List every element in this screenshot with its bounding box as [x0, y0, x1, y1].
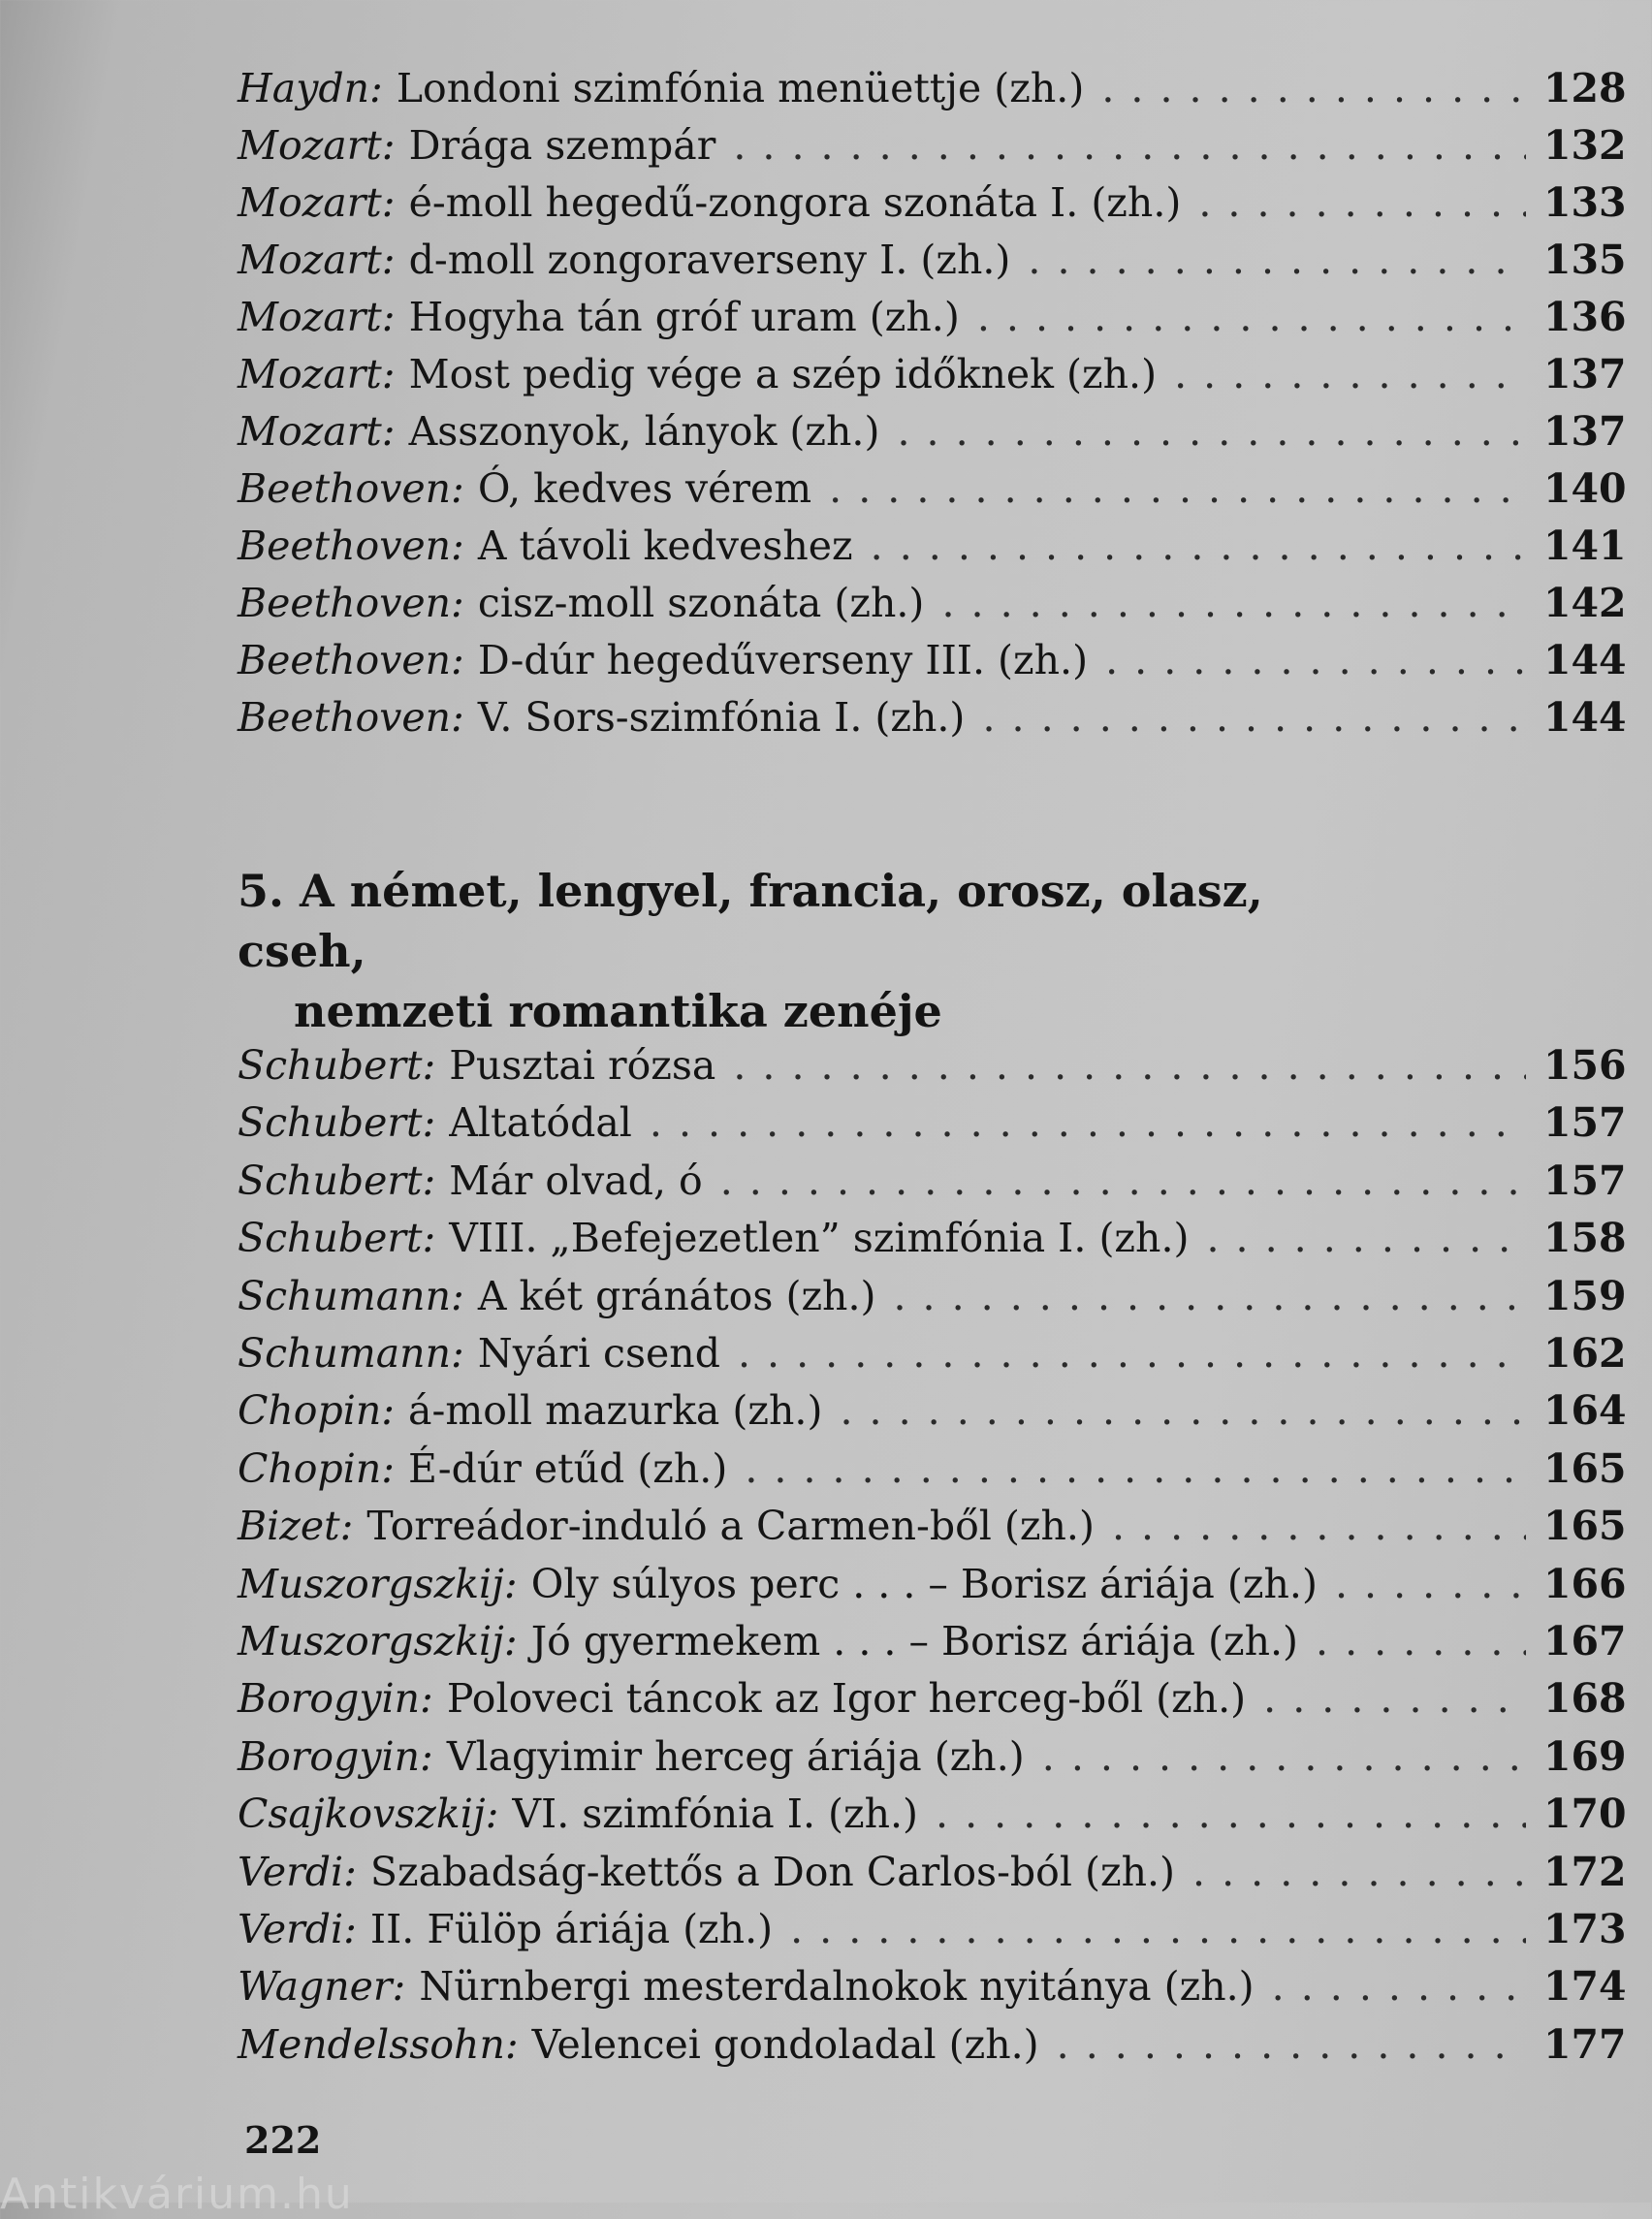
toc-entry-title: é-moll hegedű-zongora szonáta I. (zh.)	[408, 179, 1182, 226]
toc-entry-title: Vlagyimir herceg áriája (zh.)	[446, 1732, 1025, 1780]
toc-entry	[238, 1382, 1627, 1439]
dot-leader	[1263, 1670, 1526, 1727]
toc-entry	[238, 1728, 1627, 1785]
toc-entry-composer: Mozart:	[238, 351, 396, 397]
toc-entry-composer: Schubert:	[238, 1099, 436, 1147]
toc-entry-composer: Schumann:	[238, 1330, 464, 1377]
toc-entry	[238, 1094, 1627, 1151]
dot-leader	[720, 1153, 1526, 1209]
toc-entry-composer: Schumann:	[238, 1272, 464, 1319]
dot-leader	[1335, 1556, 1526, 1612]
toc-entry-title: D-dúr hegedűverseny III. (zh.)	[477, 637, 1089, 683]
dot-leader	[1192, 1844, 1526, 1900]
toc-entry-page: 159	[1543, 1272, 1627, 1319]
dot-leader	[893, 1268, 1526, 1324]
toc-entry	[238, 1670, 1627, 1727]
dot-leader	[871, 518, 1526, 574]
toc-entry	[238, 174, 1627, 231]
section-heading-line2: nemzeti romantika zenéje	[294, 985, 942, 1037]
dot-leader	[1206, 1210, 1526, 1266]
toc-entry-title: Velencei gondoladal (zh.)	[531, 2020, 1039, 2068]
toc-entry-title: Jó gyermekem . . . – Borisz áriája (zh.)	[530, 1618, 1299, 1664]
toc-entry	[238, 460, 1627, 517]
toc-entry-composer: Mozart:	[238, 294, 396, 340]
toc-entry	[238, 232, 1627, 288]
toc-entry-page: 174	[1543, 1963, 1627, 2011]
toc-entry	[238, 575, 1627, 631]
toc-entry	[238, 632, 1627, 688]
toc-entry-title: Oly súlyos perc . . . – Borisz áriája (zh.)	[530, 1560, 1318, 1607]
dot-leader	[745, 1441, 1526, 1497]
toc-entry-page: 177	[1543, 2020, 1627, 2068]
toc-entry-title: á-moll mazurka (zh.)	[408, 1387, 823, 1435]
toc-entry-composer: Muszorgszkij:	[238, 1560, 518, 1607]
dot-leader	[738, 1325, 1526, 1381]
dot-leader	[1042, 1728, 1526, 1785]
toc-entry	[238, 1441, 1627, 1497]
toc-entry-title: Poloveci táncok az Igor herceg-ből (zh.)	[446, 1675, 1247, 1723]
toc-entry-composer: Beethoven:	[238, 580, 464, 626]
toc-entry-composer: Mozart:	[238, 237, 396, 283]
toc-entry-title: Londoni szimfónia menüettje (zh.)	[396, 65, 1085, 111]
toc-entry-page: 157	[1543, 1157, 1627, 1204]
toc-entry-composer: Muszorgszkij:	[238, 1618, 518, 1664]
toc-entry	[238, 346, 1627, 402]
toc-entry-page: 132	[1543, 122, 1627, 169]
dot-leader	[982, 689, 1526, 745]
toc-entry-page: 141	[1543, 523, 1627, 569]
toc-entry-title: Nyári csend	[477, 1330, 720, 1377]
toc-entry	[238, 1268, 1627, 1324]
dot-leader	[897, 403, 1526, 460]
toc-entry-page: 140	[1543, 465, 1627, 512]
toc-entry-title: Szabadság-kettős a Don Carlos-ból (zh.)	[369, 1848, 1176, 1895]
dot-leader	[1101, 60, 1526, 116]
toc-entry-page: 168	[1543, 1675, 1627, 1723]
toc-entry-title: V. Sors-szimfónia I. (zh.)	[477, 694, 966, 741]
toc-entry-page: 170	[1543, 1791, 1627, 1838]
toc-entry-title: d-moll zongoraverseny I. (zh.)	[408, 237, 1011, 283]
toc-entry	[238, 1844, 1627, 1900]
toc-entry-title: cisz-moll szonáta (zh.)	[477, 580, 925, 626]
toc-entry-composer: Borogyin:	[238, 1732, 433, 1780]
toc-entry	[238, 1613, 1627, 1669]
toc-entry-page: 137	[1543, 351, 1627, 397]
toc-entry-page: 169	[1543, 1732, 1627, 1780]
toc-entry-page: 162	[1543, 1330, 1627, 1377]
dot-leader	[1105, 632, 1526, 688]
toc-entry	[238, 1556, 1627, 1612]
toc-entry	[238, 518, 1627, 574]
toc-entry-composer: Beethoven:	[238, 637, 464, 683]
section-heading-line1: 5. A német, lengyel, francia, orosz, olasz, cseh,	[238, 865, 1263, 977]
toc-entry	[238, 1901, 1627, 1957]
dot-leader	[840, 1382, 1526, 1439]
toc-entry-composer: Haydn:	[238, 65, 383, 111]
toc-entry	[238, 1325, 1627, 1381]
toc-entry-composer: Beethoven:	[238, 523, 464, 569]
toc-entry	[238, 1498, 1627, 1554]
toc-entry-page: 173	[1543, 1906, 1627, 1952]
toc-entry-page: 156	[1543, 1042, 1627, 1089]
toc-entry-title: A két gránátos (zh.)	[477, 1272, 876, 1319]
toc-entry-title: Most pedig vége a szép időknek (zh.)	[408, 351, 1158, 397]
toc-entry	[238, 1210, 1627, 1266]
dot-leader	[941, 575, 1526, 631]
toc-entry-page: 158	[1543, 1215, 1627, 1262]
toc-entry	[238, 1153, 1627, 1209]
toc-entry-title: VI. szimfónia I. (zh.)	[512, 1791, 919, 1838]
toc-entry-title: Drága szempár	[408, 122, 716, 169]
toc-entry	[238, 1037, 1627, 1094]
toc-entry-title: Torreádor-induló a Carmen-ből (zh.)	[366, 1503, 1095, 1550]
toc-entry-composer: Mozart:	[238, 122, 396, 169]
watermark: Antikvárium.hu	[0, 2170, 354, 2219]
toc-entry	[238, 689, 1627, 745]
dot-leader	[829, 460, 1526, 517]
toc-entry-page: 164	[1543, 1387, 1627, 1435]
toc-entry-page: 142	[1543, 580, 1627, 626]
dot-leader	[1057, 2016, 1526, 2073]
toc-entry-page: 167	[1543, 1618, 1627, 1664]
toc-entry	[238, 289, 1627, 345]
toc-entry-title: Nürnbergi mesterdalnokok nyitánya (zh.)	[419, 1963, 1255, 2011]
toc-entry-page: 137	[1543, 408, 1627, 455]
toc-entry-composer: Beethoven:	[238, 694, 464, 741]
toc-entry-title: Ó, kedves vérem	[477, 465, 812, 512]
toc-entry-composer: Mozart:	[238, 408, 396, 455]
toc-entry-composer: Bizet:	[238, 1503, 354, 1550]
toc-entry-composer: Beethoven:	[238, 465, 464, 512]
toc-entry-page: 128	[1543, 65, 1627, 111]
dot-leader	[1112, 1498, 1526, 1554]
section-heading	[238, 861, 1401, 1041]
toc-entry-composer: Borogyin:	[238, 1675, 433, 1723]
toc-entry-page: 144	[1543, 694, 1627, 741]
toc-entry	[238, 1958, 1627, 2014]
dot-leader	[650, 1094, 1526, 1151]
toc-entry	[238, 403, 1627, 460]
dot-leader	[1272, 1958, 1526, 2014]
toc-entry-page: 136	[1543, 294, 1627, 340]
toc-entry-page: 166	[1543, 1560, 1627, 1607]
toc-entry-composer: Schubert:	[238, 1215, 436, 1262]
toc-entry-composer: Chopin:	[238, 1387, 396, 1435]
toc-entry	[238, 117, 1627, 174]
dot-leader	[1174, 346, 1526, 402]
toc-entry-composer: Csajkovszkij:	[238, 1791, 499, 1838]
toc-entry-title: II. Fülöp áriája (zh.)	[369, 1906, 774, 1952]
toc-entry-page: 144	[1543, 637, 1627, 683]
toc-entry-title: Altatódal	[449, 1099, 632, 1147]
toc-entry-title: Asszonyok, lányok (zh.)	[408, 408, 880, 455]
toc-entry-page: 133	[1543, 179, 1627, 226]
toc-entry-composer: Verdi:	[238, 1848, 357, 1895]
toc-entry-composer: Wagner:	[238, 1963, 406, 2011]
toc-entry-composer: Schubert:	[238, 1042, 436, 1089]
dot-leader	[977, 289, 1526, 345]
toc-entry-title: Hogyha tán gróf uram (zh.)	[408, 294, 960, 340]
toc-entry-composer: Chopin:	[238, 1444, 396, 1492]
toc-entry-page: 172	[1543, 1848, 1627, 1895]
toc-entry-title: A távoli kedveshez	[477, 523, 853, 569]
toc-entry-composer: Mendelssohn:	[238, 2020, 519, 2068]
toc-entry-title: VIII. „Befejezetlen” szimfónia I. (zh.)	[449, 1215, 1190, 1262]
toc-entry	[238, 1786, 1627, 1842]
dot-leader	[1028, 232, 1526, 288]
toc-entry-page: 135	[1543, 237, 1627, 283]
dot-leader	[1198, 174, 1526, 231]
toc-entry-page: 165	[1543, 1444, 1627, 1492]
toc-entry-page: 157	[1543, 1099, 1627, 1147]
toc-entry-title: Már olvad, ó	[449, 1157, 703, 1204]
dot-leader	[1316, 1613, 1526, 1669]
dot-leader	[733, 117, 1526, 174]
dot-leader	[733, 1037, 1526, 1094]
toc-entry-title: É-dúr etűd (zh.)	[408, 1444, 728, 1492]
toc-entry	[238, 60, 1627, 116]
toc-entry-title: Pusztai rózsa	[449, 1042, 716, 1089]
toc-entry	[238, 2016, 1627, 2073]
toc-entry-page: 165	[1543, 1503, 1627, 1550]
toc-entry-composer: Schubert:	[238, 1157, 436, 1204]
dot-leader	[790, 1901, 1526, 1957]
dot-leader	[936, 1786, 1526, 1842]
page-number: 222	[244, 2118, 322, 2162]
toc-entry-composer: Mozart:	[238, 179, 396, 226]
toc-entry-composer: Verdi:	[238, 1906, 357, 1952]
